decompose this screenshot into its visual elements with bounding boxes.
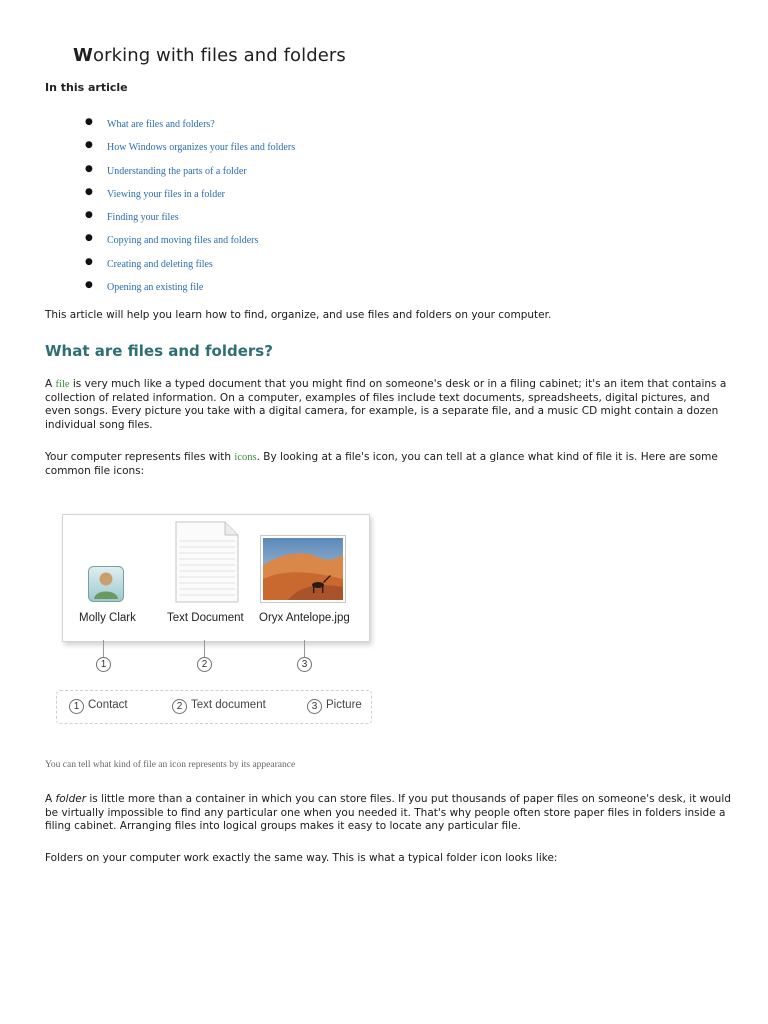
toc-link-creating-deleting[interactable]: Creating and deleting files: [107, 258, 213, 270]
text-document-icon: [175, 521, 239, 607]
toc-item: [85, 208, 295, 231]
toc-link-finding-files[interactable]: Finding your files: [107, 212, 179, 224]
toc-link-viewing-files[interactable]: Viewing your files in a folder: [107, 188, 225, 200]
file-paragraph: [45, 378, 735, 432]
bullet-icon: ●: [85, 163, 93, 174]
legend-item-contact: [69, 699, 128, 714]
callout-number-2: 2: [197, 657, 212, 672]
toc-item: [85, 278, 295, 301]
callout-line: [204, 640, 205, 658]
callout-number-1: 1: [96, 657, 111, 672]
bullet-icon: ●: [85, 210, 93, 221]
file-paragraph-rest: is very much like a typed document that you might find on someone's desk or in a filing cabinet; it's an item that contains a collection of related information. On a computer, examples of files include text documents, spreadsheets, digital pictures, and even songs. Every picture you take with a digital camera, for example, is a separate file, and a music CD might contain a dozen individual song files.: [45, 378, 727, 431]
folder-paragraph-rest: is little more than a container in which you can store files. If you put thousands of paper files on someone's desk, it would be virtually impossible to find any particular one when you needed it. That's why people often store paper files in folders inside a filing cabinet. Arranging files into logical groups makes it easy to locate any particular file.: [45, 793, 731, 833]
legend-number: 2: [172, 699, 187, 714]
toc-item: [85, 255, 295, 278]
figure-legend: [56, 690, 372, 724]
legend-number: 3: [307, 699, 322, 714]
toc-item: [85, 231, 295, 254]
page-title-rest: orking with files and folders: [92, 45, 346, 66]
file-paragraph-start: A: [45, 378, 56, 390]
toc-link-parts-of-folder[interactable]: Understanding the parts of a folder: [107, 165, 247, 177]
toc-item: [85, 185, 295, 208]
file-definition-link[interactable]: file: [55, 379, 70, 390]
figure-caption: You can tell what kind of file an icon represents by its appearance: [45, 760, 296, 770]
legend-label: Text document: [191, 699, 266, 711]
toc-item: [85, 162, 295, 185]
page-title: [73, 45, 346, 66]
toc-item: [85, 115, 295, 138]
page-title-initial: W: [73, 45, 93, 66]
callout-line: [304, 640, 305, 658]
toc-link-what-are-files[interactable]: What are files and folders?: [107, 119, 215, 130]
picture-icon: [260, 535, 346, 607]
toc-heading: In this article: [45, 81, 128, 94]
legend-number: 1: [69, 699, 84, 714]
bullet-icon: ●: [85, 140, 93, 151]
icons-paragraph: [45, 451, 735, 478]
toc-link-opening-file[interactable]: Opening an existing file: [107, 282, 204, 294]
legend-label: Contact: [88, 699, 128, 711]
table-of-contents: [85, 115, 296, 301]
section-heading: What are files and folders?: [45, 342, 273, 360]
picture-icon-label: Oryx Antelope.jpg: [259, 612, 350, 624]
folder-paragraph-start: A: [45, 793, 56, 805]
folder-term: folder: [55, 793, 87, 805]
callout-number-3: 3: [297, 657, 312, 672]
bullet-icon: ●: [85, 233, 93, 244]
intro-paragraph: This article will help you learn how to find, organize, and use files and folders on your computer.: [45, 309, 552, 321]
bullet-icon: ●: [85, 117, 93, 127]
file-icons-figure: [62, 514, 370, 642]
folder-paragraph: [45, 793, 735, 834]
contact-icon-label: Molly Clark: [79, 612, 136, 624]
icons-paragraph-rest: . By looking at a file's icon, you can tell at a glance what kind of file it is. Here are some common file icons:: [45, 451, 718, 477]
folder-icon-paragraph: Folders on your computer work exactly the same way. This is what a typical folder icon looks like:: [45, 852, 558, 864]
legend-label: Picture: [326, 699, 362, 711]
bullet-icon: ●: [85, 256, 93, 267]
toc-link-how-windows-organizes[interactable]: How Windows organizes your files and folders: [107, 142, 296, 154]
icons-definition-link[interactable]: icons: [234, 452, 257, 463]
callout-line: [103, 640, 104, 658]
legend-item-text-document: [172, 699, 266, 714]
toc-item: [85, 138, 296, 161]
icons-paragraph-start: Your computer represents files with: [45, 451, 235, 463]
bullet-icon: ●: [85, 186, 93, 197]
toc-link-copying-moving[interactable]: Copying and moving files and folders: [107, 235, 259, 247]
bullet-icon: ●: [85, 280, 93, 291]
contact-icon: [87, 565, 125, 607]
text-document-icon-label: Text Document: [167, 612, 244, 624]
legend-item-picture: [307, 699, 362, 714]
